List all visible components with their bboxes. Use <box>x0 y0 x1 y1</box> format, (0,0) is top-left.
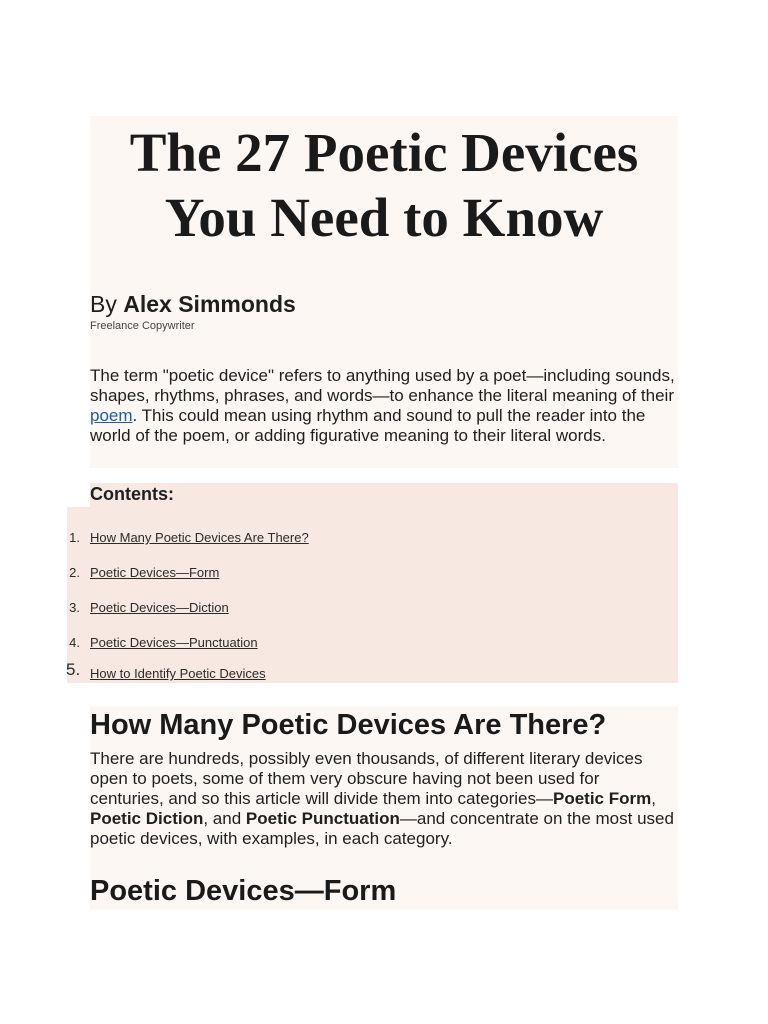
bold-term-diction: Poetic Diction <box>90 809 204 828</box>
author-role: Freelance Copywriter <box>90 320 195 332</box>
bold-term-punctuation: Poetic Punctuation <box>245 809 400 828</box>
paragraph-text: , and <box>203 809 246 828</box>
toc-link-diction[interactable]: Poetic Devices—Diction <box>90 600 229 615</box>
article-header <box>90 116 678 468</box>
toc-item <box>69 530 309 546</box>
section-heading-how-many: How Many Poetic Devices Are There? <box>90 709 607 741</box>
toc-item <box>69 565 220 581</box>
section-how-many <box>90 706 678 910</box>
toc-link-form[interactable]: Poetic Devices—Form <box>90 565 220 580</box>
paragraph-text: There are hundreds, possibly even thousands, of different literary devices open to poets, some of them very obscure having not been used for centuries, and so this article will divide them into categories— <box>90 749 643 808</box>
toc-item <box>69 635 258 651</box>
bold-term-form: Poetic Form <box>553 789 652 808</box>
toc-number: 2. <box>69 565 80 580</box>
contents-heading: Contents: <box>90 484 174 504</box>
intro-text-after: . This could mean using rhythm and sound to pull the reader into the world of the poem, or adding figurative meaning to their literal words. <box>90 406 646 445</box>
table-of-contents <box>66 483 678 683</box>
toc-number: 4. <box>69 635 80 650</box>
article-title: The 27 Poetic Devices You Need to Know <box>129 122 639 248</box>
paragraph-text: , <box>651 789 656 808</box>
toc-link-how-many[interactable]: How Many Poetic Devices Are There? <box>90 530 309 545</box>
intro-paragraph <box>90 366 676 446</box>
toc-item <box>66 660 266 682</box>
intro-text-before: The term "poetic device" refers to anything used by a poet—including sounds, shapes, rhythms, phrases, and words—to enhance the literal meaning of their <box>90 366 675 405</box>
toc-item <box>69 600 229 616</box>
toc-link-identify[interactable]: How to Identify Poetic Devices <box>90 666 266 681</box>
toc-number: 1. <box>69 530 80 545</box>
paragraph-text: —and concentrate on the most used poetic devices, with examples, in each category. <box>90 809 674 848</box>
section-paragraph <box>90 749 676 849</box>
section-heading-form: Poetic Devices—Form <box>90 875 397 907</box>
toc-link-punctuation[interactable]: Poetic Devices—Punctuation <box>90 635 258 650</box>
author-name: Alex Simmonds <box>123 291 296 317</box>
toc-number: 5. <box>66 660 81 679</box>
poem-link[interactable]: poem <box>90 406 133 425</box>
byline <box>90 290 296 318</box>
toc-number: 3. <box>69 600 80 615</box>
byline-prefix: By <box>90 291 124 317</box>
